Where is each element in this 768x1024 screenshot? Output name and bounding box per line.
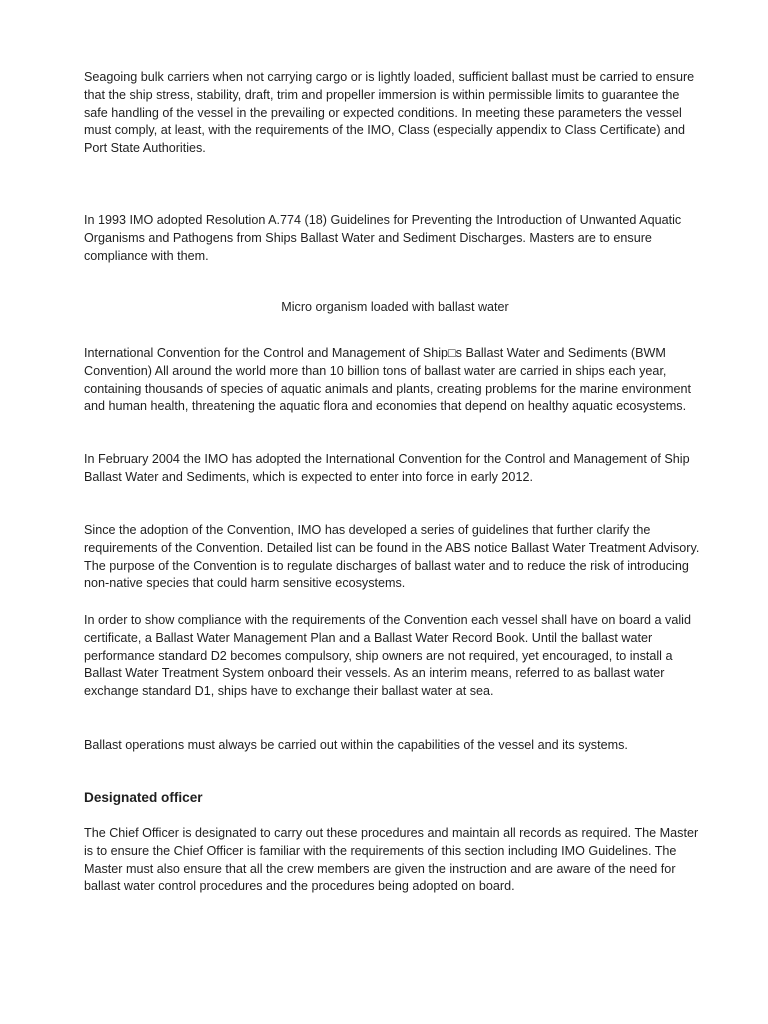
paragraph-chief-officer: The Chief Officer is designated to carry out these procedures and maintain all records as required. The Master is to ensure the Chief Officer is familiar with the requirements of this section including IMO Guidelines. The Master must also ensure that all the crew members are given the instruction and are aware of the need for ballast water control procedures and the procedures being adopted on board. (84, 826, 699, 894)
paragraph-guidelines: Since the adoption of the Convention, IMO has developed a series of guidelines that further clarify the requirements of the Convention. Detailed list can be found in the ABS notice Ballast Water Treatment Advisory. The purpose of the Convention is to regulate discharges of ballast water and to reduce the risk of introducing non-native species that could harm sensitive ecosystems. (84, 523, 700, 591)
paragraph-bwm-convention: International Convention for the Control and Management of Ship□s Ballast Water and Sediments (BWM Convention) All around the world more than 10 billion tons of ballast water are carried in ships each year, containing thousands of species of aquatic animals and plants, creating problems for the marine environment and human health, threatening the aquatic flora and economies that depend on healthy aquatic ecosystems. (84, 346, 691, 414)
paragraph-ballast-operations: Ballast operations must always be carried out within the capabilities of the vessel and its systems. (84, 738, 628, 752)
section-heading-designated-officer: Designated officer (84, 790, 203, 805)
paragraph-convention-adoption: In February 2004 the IMO has adopted the International Convention for the Control and Management of Ship Ballast Water and Sediments, which is expected to enter into force in early 2012. (84, 452, 690, 484)
paragraph-imo-resolution: In 1993 IMO adopted Resolution A.774 (18) Guidelines for Preventing the Introduction of Unwanted Aquatic Organisms and Pathogens from Ships Ballast Water and Sediment Discharges. Masters are to ensure compliance with them. (84, 213, 682, 263)
paragraph-compliance: In order to show compliance with the requirements of the Convention each vessel shall have on board a valid certificate, a Ballast Water Management Plan and a Ballast Water Record Book. Until the ballast water performance standard D2 becomes compulsory, ship owners are not required, yet encouraged, to install a Ballast Water Treatment System onboard their vessels. As an interim means, referred to as ballast water exchange standard D1, ships have to exchange their ballast water at sea. (84, 613, 691, 699)
paragraph-ballast-requirements: Seagoing bulk carriers when not carrying cargo or is lightly loaded, sufficient ballast must be carried to ensure that the ship stress, stability, draft, trim and propeller immersion is within permissible limits to guarantee the safe handling of the vessel in the prevailing or expected conditions. In meeting these parameters the vessel must comply, at least, with the requirements of the IMO, Class (especially appendix to Class Certificate) and Port State Authorities. (84, 70, 695, 156)
image-caption: Micro organism loaded with ballast water (281, 300, 509, 314)
